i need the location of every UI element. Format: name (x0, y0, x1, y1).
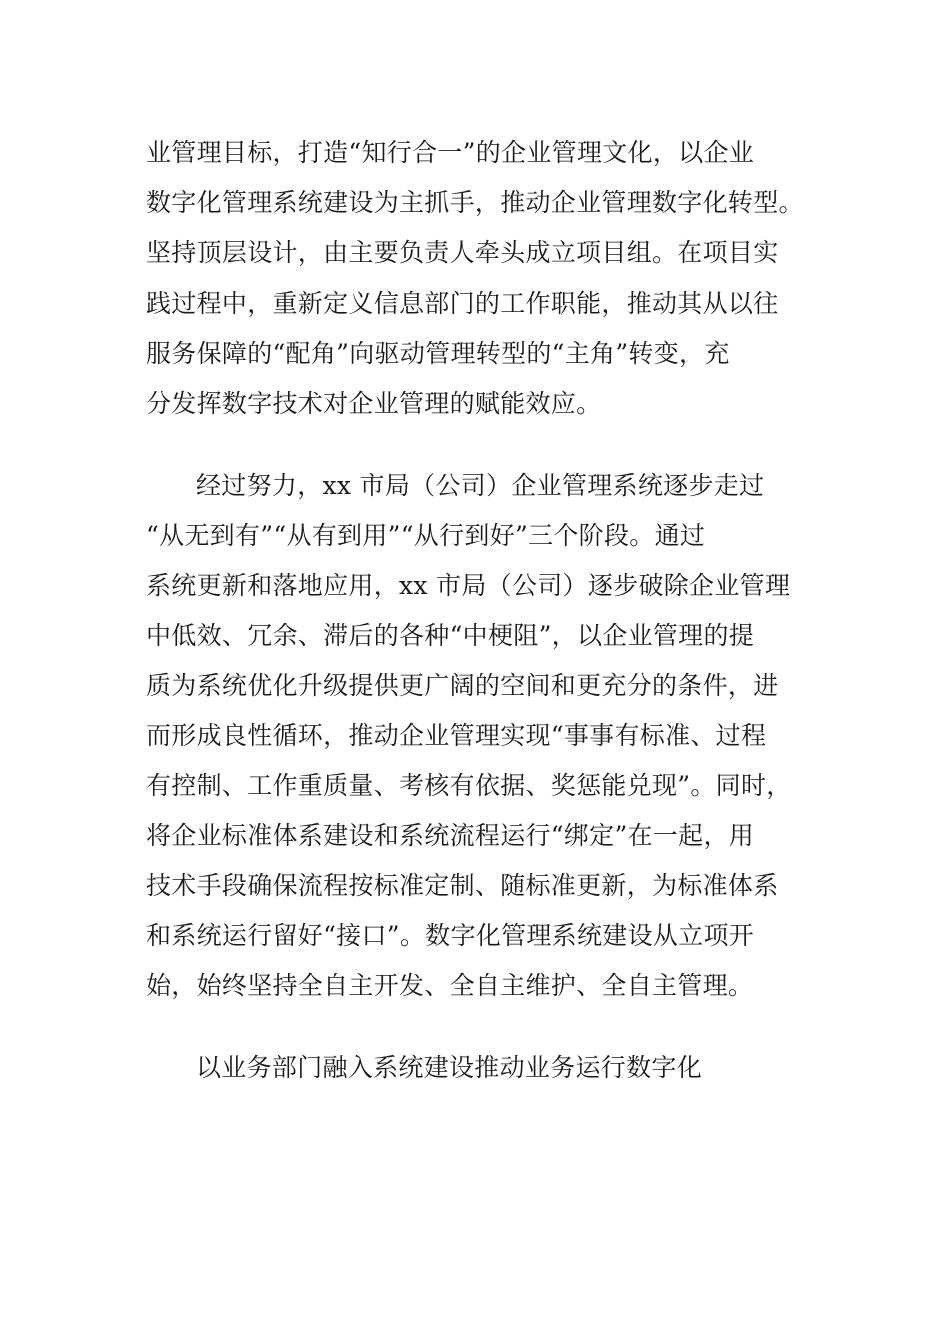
paragraph-2-line-2: “从无到有”“从有到用”“从行到好”三个阶段。通过 (146, 521, 706, 550)
paragraph-1-line-6: 分发挥数字技术对企业管理的赋能效应。 (146, 389, 602, 418)
paragraph-2-line-6: 而形成良性循环，推动企业管理实现“事事有标准、过程 (146, 721, 767, 750)
section-heading: 以业务部门融入系统建设推动业务运行数字化 (196, 1053, 703, 1082)
paragraph-2-line-4: 中低效、冗余、滞后的各种“中梗阻”，以企业管理的提 (146, 621, 755, 650)
paragraph-2-line-5: 质为系统优化升级提供更广阔的空间和更充分的条件，进 (146, 671, 779, 700)
paragraph-2-line-8: 将企业标准体系建设和系统流程运行“绑定”在一起，用 (146, 821, 755, 850)
paragraph-2-line-10: 和系统运行留好“接口”。数字化管理系统建设从立项开 (146, 921, 755, 950)
paragraph-1-line-4: 践过程中，重新定义信息部门的工作职能，推动其从以往 (146, 289, 779, 318)
paragraph-1-line-3: 坚持顶层设计，由主要负责人牵头成立项目组。在项目实 (146, 238, 779, 267)
paragraph-1-line-5: 服务保障的“配角”向驱动管理转型的“主角”转变，充 (146, 339, 730, 368)
paragraph-2-line-7: 有控制、工作重质量、考核有依据、奖惩能兑现”。同时， (146, 771, 792, 800)
paragraph-1-line-2: 数字化管理系统建设为主抓手，推动企业管理数字化转型。 (146, 188, 804, 217)
paragraph-2-line-1: 经过努力，xx 市局（公司）企业管理系统逐步走过 (196, 471, 765, 500)
paragraph-2-line-9: 技术手段确保流程按标准定制、随标准更新，为标准体系 (146, 871, 779, 900)
paragraph-2-line-11: 始，始终坚持全自主开发、全自主维护、全自主管理。 (146, 971, 754, 1000)
paragraph-2-line-3: 系统更新和落地应用，xx 市局（公司）逐步破除企业管理 (146, 571, 791, 600)
paragraph-1-line-1: 业管理目标，打造“知行合一”的企业管理文化，以企业 (146, 138, 755, 167)
